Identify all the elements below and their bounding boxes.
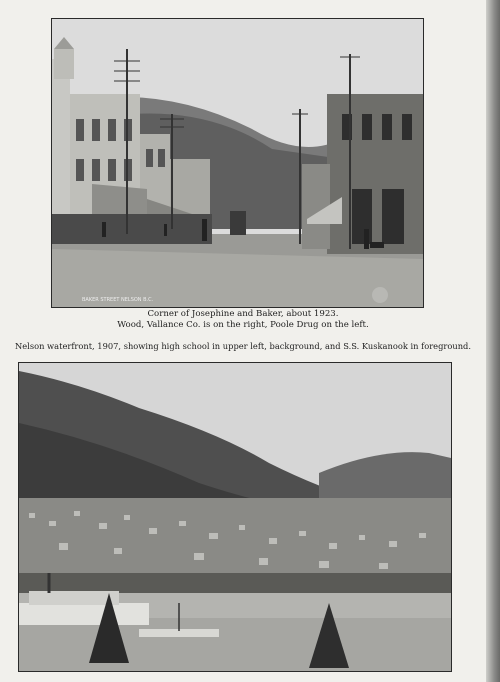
street-photo-caption-line1: Corner of Josephine and Baker, about 1923. bbox=[147, 309, 339, 319]
photo-inscription: BAKER STREET NELSON B.C. bbox=[82, 297, 154, 303]
street-photo bbox=[51, 18, 424, 308]
waterfront-photo-caption: Nelson waterfront, 1907, showing high school in upper left, background, and S.S. Kuskanook in foreground. bbox=[15, 341, 471, 351]
waterfront-photo-image bbox=[19, 363, 451, 671]
adjacent-page-edge bbox=[486, 0, 500, 682]
waterfront-photo bbox=[18, 362, 452, 672]
photographer-stamp bbox=[372, 287, 388, 303]
street-photo-image bbox=[52, 19, 423, 307]
street-photo-caption-line2: Wood, Vallance Co. is on the right, Poole Drug on the left. bbox=[117, 320, 369, 330]
